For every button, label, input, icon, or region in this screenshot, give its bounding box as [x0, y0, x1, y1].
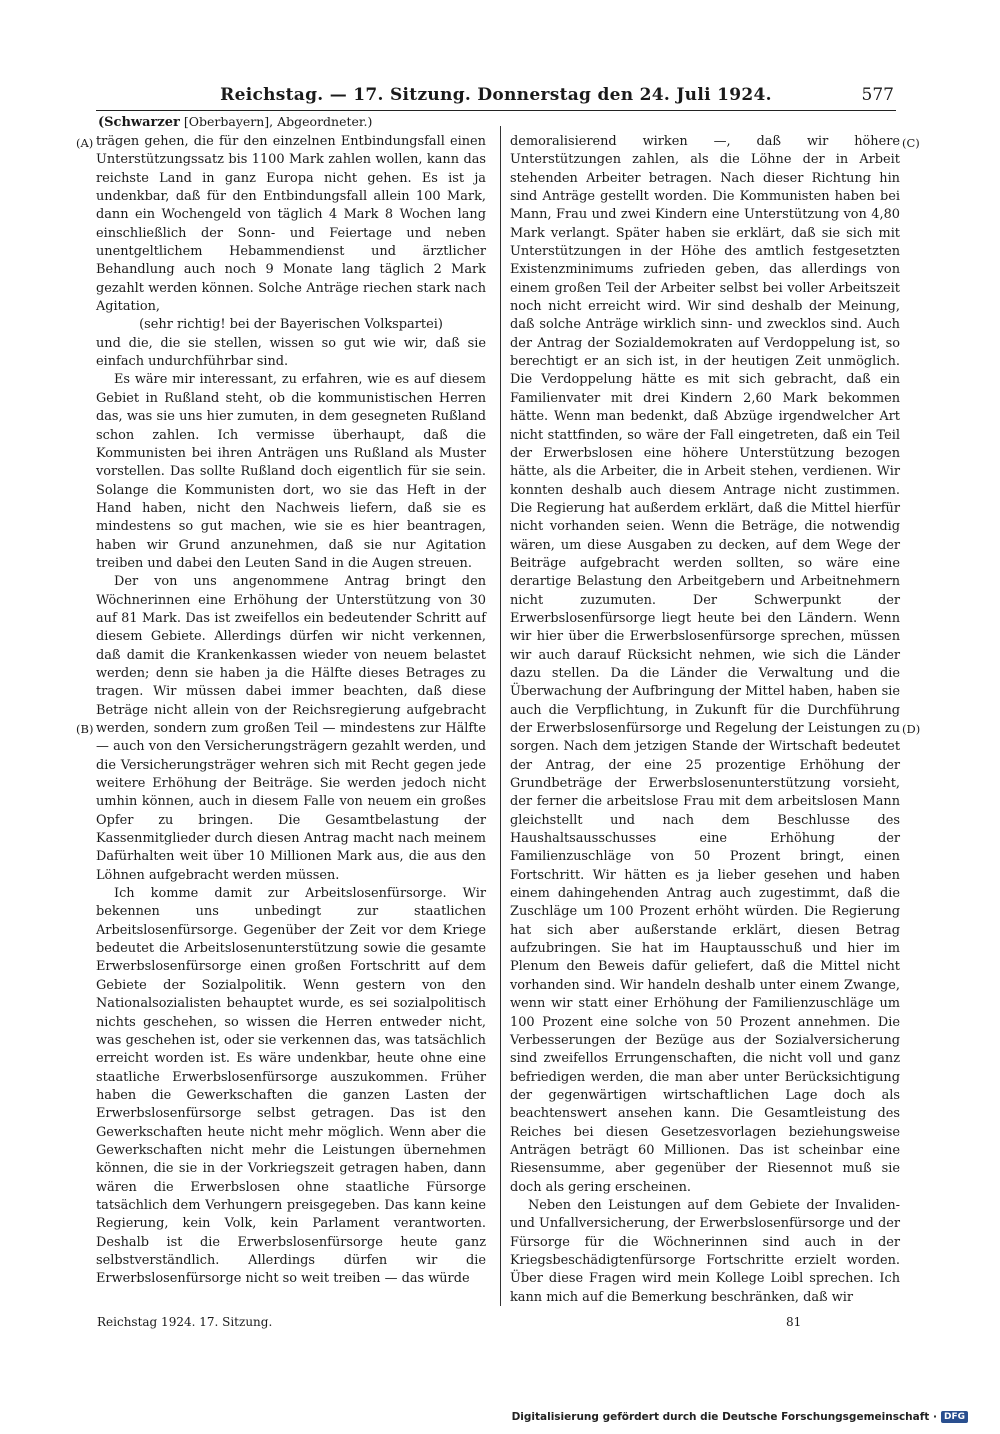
page-header-title: Reichstag. — 17. Sitzung. Donnerstag den 24. Juli 1924. — [220, 85, 772, 105]
footer-session-label: Reichstag 1924. 17. Sitzung. — [97, 1315, 273, 1329]
margin-marker-c: (C) — [902, 136, 920, 150]
right-column — [510, 133, 900, 1307]
paragraph: trägen gehen, die für den einzelnen Entbindungsfall einen Unterstützungssatz bis 1100 Mark zahlen wollen, kann das reichste Land in ganz Europa nicht gehen. Es ist ja undenkbar, daß für den Entbindungsfall allein 100 Mark, dann ein Wochengeld von täglich 4 Mark 8 Wochen lang einschließlich der Sonn- und Feiertage und neben unentgeltlichem Hebammendienst und ärztlicher Behandlung auch noch 9 Monate lang täglich 2 Mark gezahlt werden können. Solche Anträge riechen stark nach Agitation, — [96, 134, 486, 315]
credit-text: Digitalisierung gefördert durch die Deutsche Forschungsgemeinschaft · — [511, 1411, 937, 1423]
margin-marker-a: (A) — [76, 136, 94, 150]
margin-marker-d: (D) — [902, 722, 921, 736]
paragraph: Ich komme damit zur Arbeitslosenfürsorge. Wir bekennen uns unbedingt zur staatlichen Arbeitslosenfürsorge. Gegenüber der Zeit vor dem Kriege bedeutet die Arbeitslosenunterstützung sowie die gesamte Erwerbslosenfürsorge einen großen Fortschritt auf dem Gebiete der Sozialpolitik. Wenn gestern von den Nationalsozialisten behauptet wurde, es sei sozialpolitisch nichts geschehen, so wissen die Herren entweder nicht, was geschehen ist, oder sie verkennen das, was tatsächlich erreicht worden ist. Es wäre undenkbar, heute ohne eine staatliche Erwerbslosenfürsorge auszukommen. Früher haben die Gewerkschaften die ganzen Lasten der Erwerbslosenfürsorge selbst getragen. Das ist den Gewerkschaften heute nicht mehr möglich. Wenn aber die Gewerkschaften nicht mehr die Leistungen übernehmen können, die sie in der Vorkriegszeit getragen haben, dann wären die Erwerbslosen ohne staatliche Fürsorge tatsächlich dem Verhungern preisgegeben. Das kann keine Regierung, kein Volk, kein Parlament verantworten. Deshalb ist die Erwerbslosenfürsorge heute ganz selbstverständlich. Allerdings dürfen wir die Erwerbslosenfürsorge nicht so weit treiben — das würde — [96, 886, 486, 1287]
margin-marker-b: (B) — [76, 722, 94, 736]
speaker-name: (Schwarzer — [98, 115, 180, 130]
left-column — [96, 133, 486, 1289]
digitization-credit — [512, 1411, 968, 1423]
column-divider — [500, 126, 501, 1306]
paragraph: Es wäre mir interessant, zu erfahren, wie es auf diesem Gebiet in Rußland steht, ob die kommunistischen Herren das, was sie uns hier zumuten, in dem gesegneten Rußland schon zahlen. Ich vermisse überhaupt, daß die Kommunisten bei ihren Anträgen uns Rußland als Muster vorstellen. Das sollte Rußland doch eigentlich für sie sein. Solange die Kommunisten dort, wo sie das Heft in der Hand haben, nicht den Nachweis liefern, daß sie es mindestens so gut machen, wie sie es hier beantragen, haben wir Grund anzunehmen, daß sie nur Agitation treiben und dabei den Leuten Sand in die Augen streuen. — [96, 372, 486, 571]
speaker-line — [98, 114, 372, 130]
paragraph: demoralisierend wirken —, daß wir höhere Unterstützungen zahlen, als die Löhne der in Arbeit stehenden Arbeiter betragen. Nach dieser Richtung hin sind Anträge gestellt worden. Die Kommunisten haben bei Mann, Frau und zwei Kindern eine Unterstützung von 4,80 Mark verlangt. Später haben sie erklärt, daß sie sich mit Unterstützungen in der Höhe des amtlich festgesetzten Existenzminimums zufrieden geben, das allerdings von einem großen Teil der Arbeiter selbst bei voller Arbeitszeit noch nicht erreicht wird. Wir sind deshalb der Meinung, daß solche Anträge wirklich sinn- und zwecklos sind. Auch der Antrag der Sozialdemokraten auf Verdoppelung ist, so berechtigt er an sich ist, in der heutigen Zeit unmöglich. Die Verdoppelung hätte es mit sich gebracht, daß ein Familienvater mit drei Kindern 2,60 Mark bekommen hätte. Wenn man bedenkt, daß Abzüge irgendwelcher Art nicht stattfinden, so wäre der Fall eingetreten, daß ein Teil der Erwerbslosen eine höhere Unterstützung bezogen hätte, als die Arbeiter, die in Arbeit stehen, verdienen. Wir konnten deshalb auch diesem Antrage nicht zustimmen. Die Regierung hat außerdem erklärt, daß die Mittel hierfür nicht vorhanden seien. Wenn die Beträge, die notwendig wären, um diese Ausgaben zu decken, auf dem Wege der Beiträge aufgebracht werden sollten, so wäre eine derartige Belastung den Arbeitgebern und Arbeitnehmern nicht zuzumuten. Der Schwerpunkt der Erwerbslosenfürsorge liegt heute bei den Ländern. Wenn wir hier über die Erwerbslosenfürsorge sprechen, müssen wir auch darauf Rücksicht nehmen, wie sich die Länder dazu stellen. Da die Länder die Verwaltung und die Überwachung der Aufbringung der Mittel haben, haben sie auch die Verpflichtung, in Zukunft für die Durchführung der Erwerbslosenfürsorge und Regelung der Leistungen zu sorgen. Nach dem jetzigen Stande der Wirtschaft bedeutet der Antrag, der eine 25 prozentige Erhöhung der Grundbeträge der Erwerbslosenunterstützung vorsieht, der ferner die arbeitslose Frau mit dem arbeitslosen Mann gleichstellt und nach dem Beschlusse des Haushaltsausschusses eine Erhöhung der Familienzuschläge von 50 Prozent bringt, einen Fortschritt. Wir hätten es ja lieber gesehen und haben einem dahingehenden Antrag auch zugestimmt, daß die Zuschläge um 100 Prozent erhöht würden. Die Regierung hat sich aber außerstande erklärt, diesen Betrag aufzubringen. Sie hat im Hauptausschuß und hier im Plenum den Beweis dafür geliefert, daß die Mittel nicht vorhanden sind. Wir handeln deshalb unter einem Zwange, wenn wir statt einer Erhöhung der Familienzuschläge um 100 Prozent eine solche von 50 Prozent annehmen. Die Verbesserungen der Bezüge aus der Sozialversicherung sind zweifellos Errungenschaften, die nicht voll und ganz befriedigen werden, die man aber unter Berücksichtigung der gegenwärtigen wirtschaftlichen Lage doch als beachtenswert ansehen kann. Die Gesamtleistung des Reiches bei diesen Gesetzesvorlagen beziehungsweise Anträgen beträgt 60 Millionen. Das ist scheinbar eine Riesensumme, aber gegenüber der Riesennot muß sie doch als gering erscheinen. — [510, 134, 900, 1195]
paragraph: und die, die sie stellen, wissen so gut wie wir, daß sie einfach undurchführbar sind. — [96, 335, 486, 370]
paragraph: Neben den Leistungen auf dem Gebiete der Invaliden- und Unfallversicherung, der Erwerbslosenfürsorge und der Fürsorge für die Wöchnerinnen sind auch in der Kriegsbeschädigtenfürsorge Fortschritte erzielt worden. Über diese Fragen wird mein Kollege Loibl sprechen. Ich kann mich auf die Bemerkung beschränken, daß wir — [510, 1197, 900, 1305]
interjection: (sehr richtig! bei der Bayerischen Volkspartei) — [139, 317, 443, 333]
paragraph: Der von uns angenommene Antrag bringt den Wöchnerinnen eine Erhöhung der Unterstützung von 30 auf 81 Mark. Das ist zweifellos ein bedeutender Schritt auf diesem Gebiete. Allerdings dürfen wir nicht verkennen, daß damit die Krankenkassen wieder von neuem belastet werden; denn sie haben ja die Hälfte dieses Betrages zu tragen. Wir müssen dabei immer beachten, daß diese Beträge nicht allein von der Reichsregierung aufgebracht werden, sondern zum großen Teil — mindestens zur Hälfte — auch von den Versicherungsträgern gezahlt werden, und die Versicherungsträger wehren sich mit Recht gegen jede weitere Erhöhung der Beiträge. Sie werden jedoch nicht umhin können, auch in diesem Falle von neuem ein großes Opfer zu bringen. Die Gesamtbelastung der Kassenmitglieder durch diesen Antrag macht nach meinem Dafürhalten weit über 10 Millionen Mark aus, die aus den Löhnen aufgebracht werden müssen. — [96, 574, 486, 883]
page-header — [96, 84, 896, 111]
page-number: 577 — [861, 85, 894, 105]
dfg-logo-icon: DFG — [941, 1411, 968, 1423]
footer-signature: 81 — [786, 1315, 802, 1329]
speaker-affiliation: [Oberbayern], Abgeordneter.) — [183, 114, 373, 129]
